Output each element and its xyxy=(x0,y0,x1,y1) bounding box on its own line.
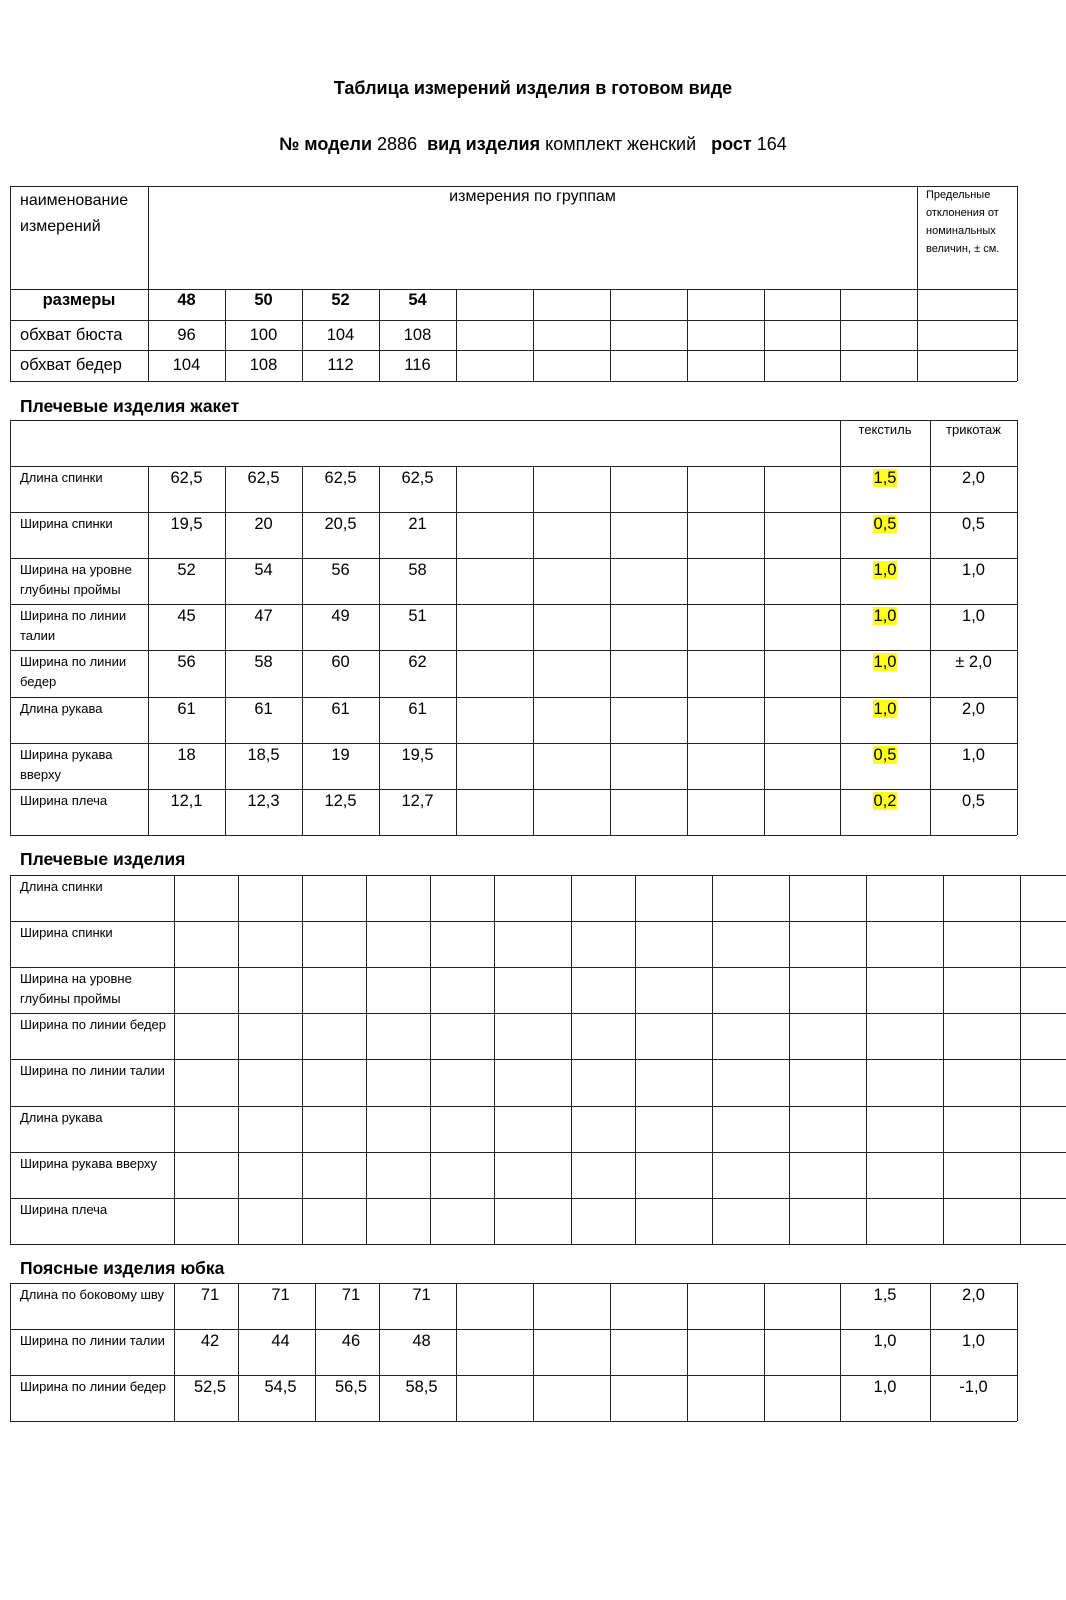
model-value: 2886 xyxy=(377,134,418,154)
jacket-textile-tolerance-cell xyxy=(840,469,930,488)
grid-line xyxy=(764,466,765,835)
jacket-value: 19,5 xyxy=(401,745,434,764)
grid-line xyxy=(789,875,790,1244)
grid-line xyxy=(10,1198,1066,1199)
jacket-value: 12,7 xyxy=(401,791,434,810)
model-label: № модели xyxy=(279,134,373,154)
skirt-knit-tolerance: 2,0 xyxy=(962,1286,985,1304)
document-subtitle xyxy=(0,134,1066,155)
measure-value: 96 xyxy=(177,326,196,344)
knit-header: трикотаж xyxy=(946,422,1001,437)
grid-line xyxy=(533,1283,534,1421)
grid-line xyxy=(10,1283,1017,1284)
jacket-value: 20,5 xyxy=(324,515,357,534)
jacket-value: 18,5 xyxy=(247,745,280,764)
jacket-row-label: Ширина по линии бедер xyxy=(20,654,127,690)
skirt-value: 54,5 xyxy=(264,1378,297,1397)
grid-line xyxy=(943,875,944,1244)
grid-line xyxy=(10,1106,1066,1107)
shoulder-heading: Плечевые изделия xyxy=(20,849,186,869)
jacket-value: 51 xyxy=(408,607,427,626)
skirt-textile-tolerance: 1,0 xyxy=(873,1332,897,1351)
grid-line xyxy=(610,466,611,835)
grid-line xyxy=(687,466,688,835)
grid-line xyxy=(456,466,457,835)
height-label: рост xyxy=(711,134,752,154)
measure-value: 100 xyxy=(249,326,278,344)
jacket-value: 18 xyxy=(177,745,196,764)
jacket-value: 62,5 xyxy=(401,469,434,487)
grid-line xyxy=(1020,875,1021,1244)
size-value: 52 xyxy=(331,291,350,309)
grid-line xyxy=(10,650,1017,651)
grid-line xyxy=(10,835,1017,836)
grid-line xyxy=(10,558,1017,559)
jacket-value: 45 xyxy=(177,607,196,626)
grid-line xyxy=(10,186,1017,187)
grid-line xyxy=(712,875,713,1244)
jacket-value: 56 xyxy=(331,561,350,580)
skirt-row-label: Ширина по линии талии xyxy=(20,1333,165,1349)
jacket-value: 61 xyxy=(331,699,350,718)
measure-value: 108 xyxy=(403,326,432,344)
jacket-row-label: Ширина плеча xyxy=(20,792,108,808)
textile-header: текстиль xyxy=(858,422,912,437)
shoulder-row-label: Ширина на уровне глубины проймы xyxy=(20,971,132,1007)
skirt-value: 71 xyxy=(341,1286,361,1304)
jacket-value: 61 xyxy=(177,699,196,718)
jacket-value: 19 xyxy=(331,745,350,764)
jacket-textile-tolerance-cell xyxy=(840,792,930,811)
jacket-row-label: Длина рукава xyxy=(20,700,103,716)
shoulder-row-label: Ширина плеча xyxy=(20,1201,108,1217)
skirt-knit-tolerance: -1,0 xyxy=(959,1378,988,1397)
skirt-value: 58,5 xyxy=(405,1378,438,1397)
jacket-value: 60 xyxy=(331,653,350,672)
jacket-textile-tolerance-cell xyxy=(840,561,930,580)
grid-line xyxy=(687,289,688,381)
grid-line xyxy=(456,289,457,381)
jacket-value: 12,3 xyxy=(247,791,280,810)
grid-line xyxy=(10,921,1066,922)
jacket-value: 62,5 xyxy=(170,469,203,487)
grid-line xyxy=(10,289,1017,290)
jacket-knit-tolerance: 1,0 xyxy=(962,607,985,626)
skirt-value: 71 xyxy=(200,1286,220,1304)
skirt-value: 71 xyxy=(412,1286,431,1304)
jacket-textile-tolerance: 1,0 xyxy=(873,653,897,672)
grid-line xyxy=(687,1283,688,1421)
grid-line xyxy=(366,875,367,1244)
jacket-textile-tolerance: 1,0 xyxy=(873,699,897,718)
grid-line xyxy=(430,875,431,1244)
skirt-value: 48 xyxy=(412,1332,431,1351)
grid-line xyxy=(10,381,1017,382)
skirt-value: 42 xyxy=(200,1332,220,1351)
jacket-value: 52 xyxy=(177,561,196,580)
shoulder-row-label: Длина спинки xyxy=(20,879,103,894)
jacket-row-label: Ширина рукава вверху xyxy=(20,746,113,782)
groups-header: измерения по группам xyxy=(449,188,616,205)
grid-line xyxy=(10,743,1017,744)
grid-line xyxy=(1017,186,1018,381)
measure-label: обхват бюста xyxy=(20,326,123,344)
skirt-knit-tolerance: 1,0 xyxy=(962,1332,985,1351)
grid-line xyxy=(1017,420,1018,835)
grid-line xyxy=(10,1375,1017,1376)
skirt-heading: Поясные изделия юбка xyxy=(20,1258,225,1278)
jacket-textile-tolerance: 1,5 xyxy=(873,469,897,487)
grid-line xyxy=(10,789,1017,790)
grid-line xyxy=(494,875,495,1244)
jacket-textile-tolerance: 1,0 xyxy=(873,561,897,580)
jacket-knit-tolerance: 0,5 xyxy=(962,515,985,534)
grid-line xyxy=(10,420,1017,421)
grid-line xyxy=(10,1283,11,1421)
shoulder-row-label: Ширина по линии бедер xyxy=(20,1017,167,1033)
grid-line xyxy=(10,1421,1017,1422)
grid-line xyxy=(10,1244,1066,1245)
tolerance-header: Предельные отклонения от номинальных величин, ± см. xyxy=(926,189,1000,255)
jacket-row-label: Ширина на уровне глубины проймы xyxy=(20,562,132,598)
shoulder-row-label: Ширина рукава вверху xyxy=(20,1155,158,1171)
grid-line xyxy=(10,697,1017,698)
grid-line xyxy=(10,1329,1017,1330)
grid-line xyxy=(10,350,1017,351)
measure-value: 104 xyxy=(172,356,201,374)
jacket-value: 56 xyxy=(177,653,196,672)
jacket-value: 19,5 xyxy=(170,515,203,534)
measure-label: обхват бедер xyxy=(20,356,122,374)
jacket-knit-tolerance: 0,5 xyxy=(962,791,985,810)
jacket-value: 61 xyxy=(408,699,427,718)
measure-value: 104 xyxy=(326,326,355,344)
jacket-heading: Плечевые изделия жакет xyxy=(20,396,240,416)
skirt-textile-tolerance: 1,0 xyxy=(873,1378,897,1397)
grid-line xyxy=(635,875,636,1244)
size-value: 50 xyxy=(254,291,273,309)
grid-line xyxy=(10,1059,1066,1060)
shoulder-row-label: Длина рукава xyxy=(20,1109,103,1125)
grid-line xyxy=(533,466,534,835)
kind-label: вид изделия xyxy=(427,134,541,154)
jacket-textile-tolerance: 1,0 xyxy=(873,607,897,626)
grid-line xyxy=(10,604,1017,605)
jacket-value: 62,5 xyxy=(247,469,280,487)
jacket-value: 12,1 xyxy=(170,791,203,810)
skirt-value: 52,5 xyxy=(193,1378,227,1397)
shoulder-row-label: Ширина спинки xyxy=(20,925,113,941)
grid-line xyxy=(840,289,841,381)
grid-line xyxy=(10,320,1017,321)
grid-line xyxy=(610,1283,611,1421)
jacket-row-label: Длина спинки xyxy=(20,470,103,485)
shoulder-row-label: Ширина по линии талии xyxy=(20,1063,165,1079)
grid-line xyxy=(10,466,1017,467)
grid-line xyxy=(10,186,11,381)
skirt-textile-tolerance: 1,5 xyxy=(873,1286,897,1304)
jacket-value: 54 xyxy=(254,561,273,580)
sizes-label: размеры xyxy=(42,291,116,309)
jacket-row-label: Ширина спинки xyxy=(20,516,113,532)
skirt-value: 56,5 xyxy=(334,1378,368,1397)
jacket-value: 58 xyxy=(408,561,427,580)
grid-line xyxy=(1017,1283,1018,1421)
jacket-textile-tolerance-cell xyxy=(840,607,930,626)
skirt-value: 46 xyxy=(341,1332,361,1351)
grid-line xyxy=(174,1283,175,1421)
measure-value: 116 xyxy=(404,356,431,374)
jacket-value: 58 xyxy=(254,653,273,672)
jacket-value: 49 xyxy=(331,607,350,626)
measure-value: 112 xyxy=(327,356,354,374)
jacket-knit-tolerance: ± 2,0 xyxy=(955,653,992,672)
grid-line xyxy=(10,420,11,835)
jacket-value: 62,5 xyxy=(324,469,357,487)
grid-line xyxy=(764,289,765,381)
grid-line xyxy=(302,875,303,1244)
jacket-knit-tolerance: 1,0 xyxy=(962,745,985,764)
grid-line xyxy=(610,289,611,381)
skirt-row-label: Ширина по линии бедер xyxy=(20,1379,167,1395)
jacket-textile-tolerance-cell xyxy=(840,746,930,765)
grid-line xyxy=(571,875,572,1244)
jacket-value: 47 xyxy=(254,607,273,626)
size-value: 48 xyxy=(177,291,196,309)
skirt-value: 71 xyxy=(271,1286,290,1304)
jacket-value: 21 xyxy=(408,515,427,534)
jacket-knit-tolerance: 2,0 xyxy=(962,469,985,487)
jacket-textile-tolerance-cell xyxy=(840,515,930,534)
grid-line xyxy=(10,1152,1066,1153)
jacket-textile-tolerance-cell xyxy=(840,653,930,672)
grid-line xyxy=(10,875,1066,876)
grid-line xyxy=(10,875,11,1244)
kind-value: комплект женский xyxy=(545,134,697,154)
grid-line xyxy=(10,1013,1066,1014)
jacket-value: 62 xyxy=(408,653,427,672)
grid-line xyxy=(764,1283,765,1421)
jacket-value: 20 xyxy=(254,515,273,534)
skirt-value: 44 xyxy=(271,1332,290,1351)
name-header: наименование измерений xyxy=(20,192,129,235)
height-value: 164 xyxy=(756,134,787,154)
grid-line xyxy=(174,875,175,1244)
jacket-knit-tolerance: 1,0 xyxy=(962,561,985,580)
jacket-value: 12,5 xyxy=(324,791,357,810)
grid-line xyxy=(533,289,534,381)
jacket-textile-tolerance-cell xyxy=(840,700,930,719)
jacket-knit-tolerance: 2,0 xyxy=(962,699,985,718)
jacket-value: 61 xyxy=(254,699,273,718)
grid-line xyxy=(917,186,918,381)
size-value: 54 xyxy=(408,291,427,309)
document-title: Таблица измерений изделия в готовом виде xyxy=(333,78,733,98)
grid-line xyxy=(10,512,1017,513)
jacket-textile-tolerance: 0,2 xyxy=(873,791,897,810)
grid-line xyxy=(238,875,239,1244)
jacket-textile-tolerance: 0,5 xyxy=(873,515,897,534)
grid-line xyxy=(866,875,867,1244)
jacket-textile-tolerance: 0,5 xyxy=(873,745,897,764)
grid-line xyxy=(10,967,1066,968)
jacket-row-label: Ширина по линии талии xyxy=(20,608,127,644)
skirt-row-label: Длина по боковому шву xyxy=(20,1287,165,1302)
measure-value: 108 xyxy=(249,356,278,374)
